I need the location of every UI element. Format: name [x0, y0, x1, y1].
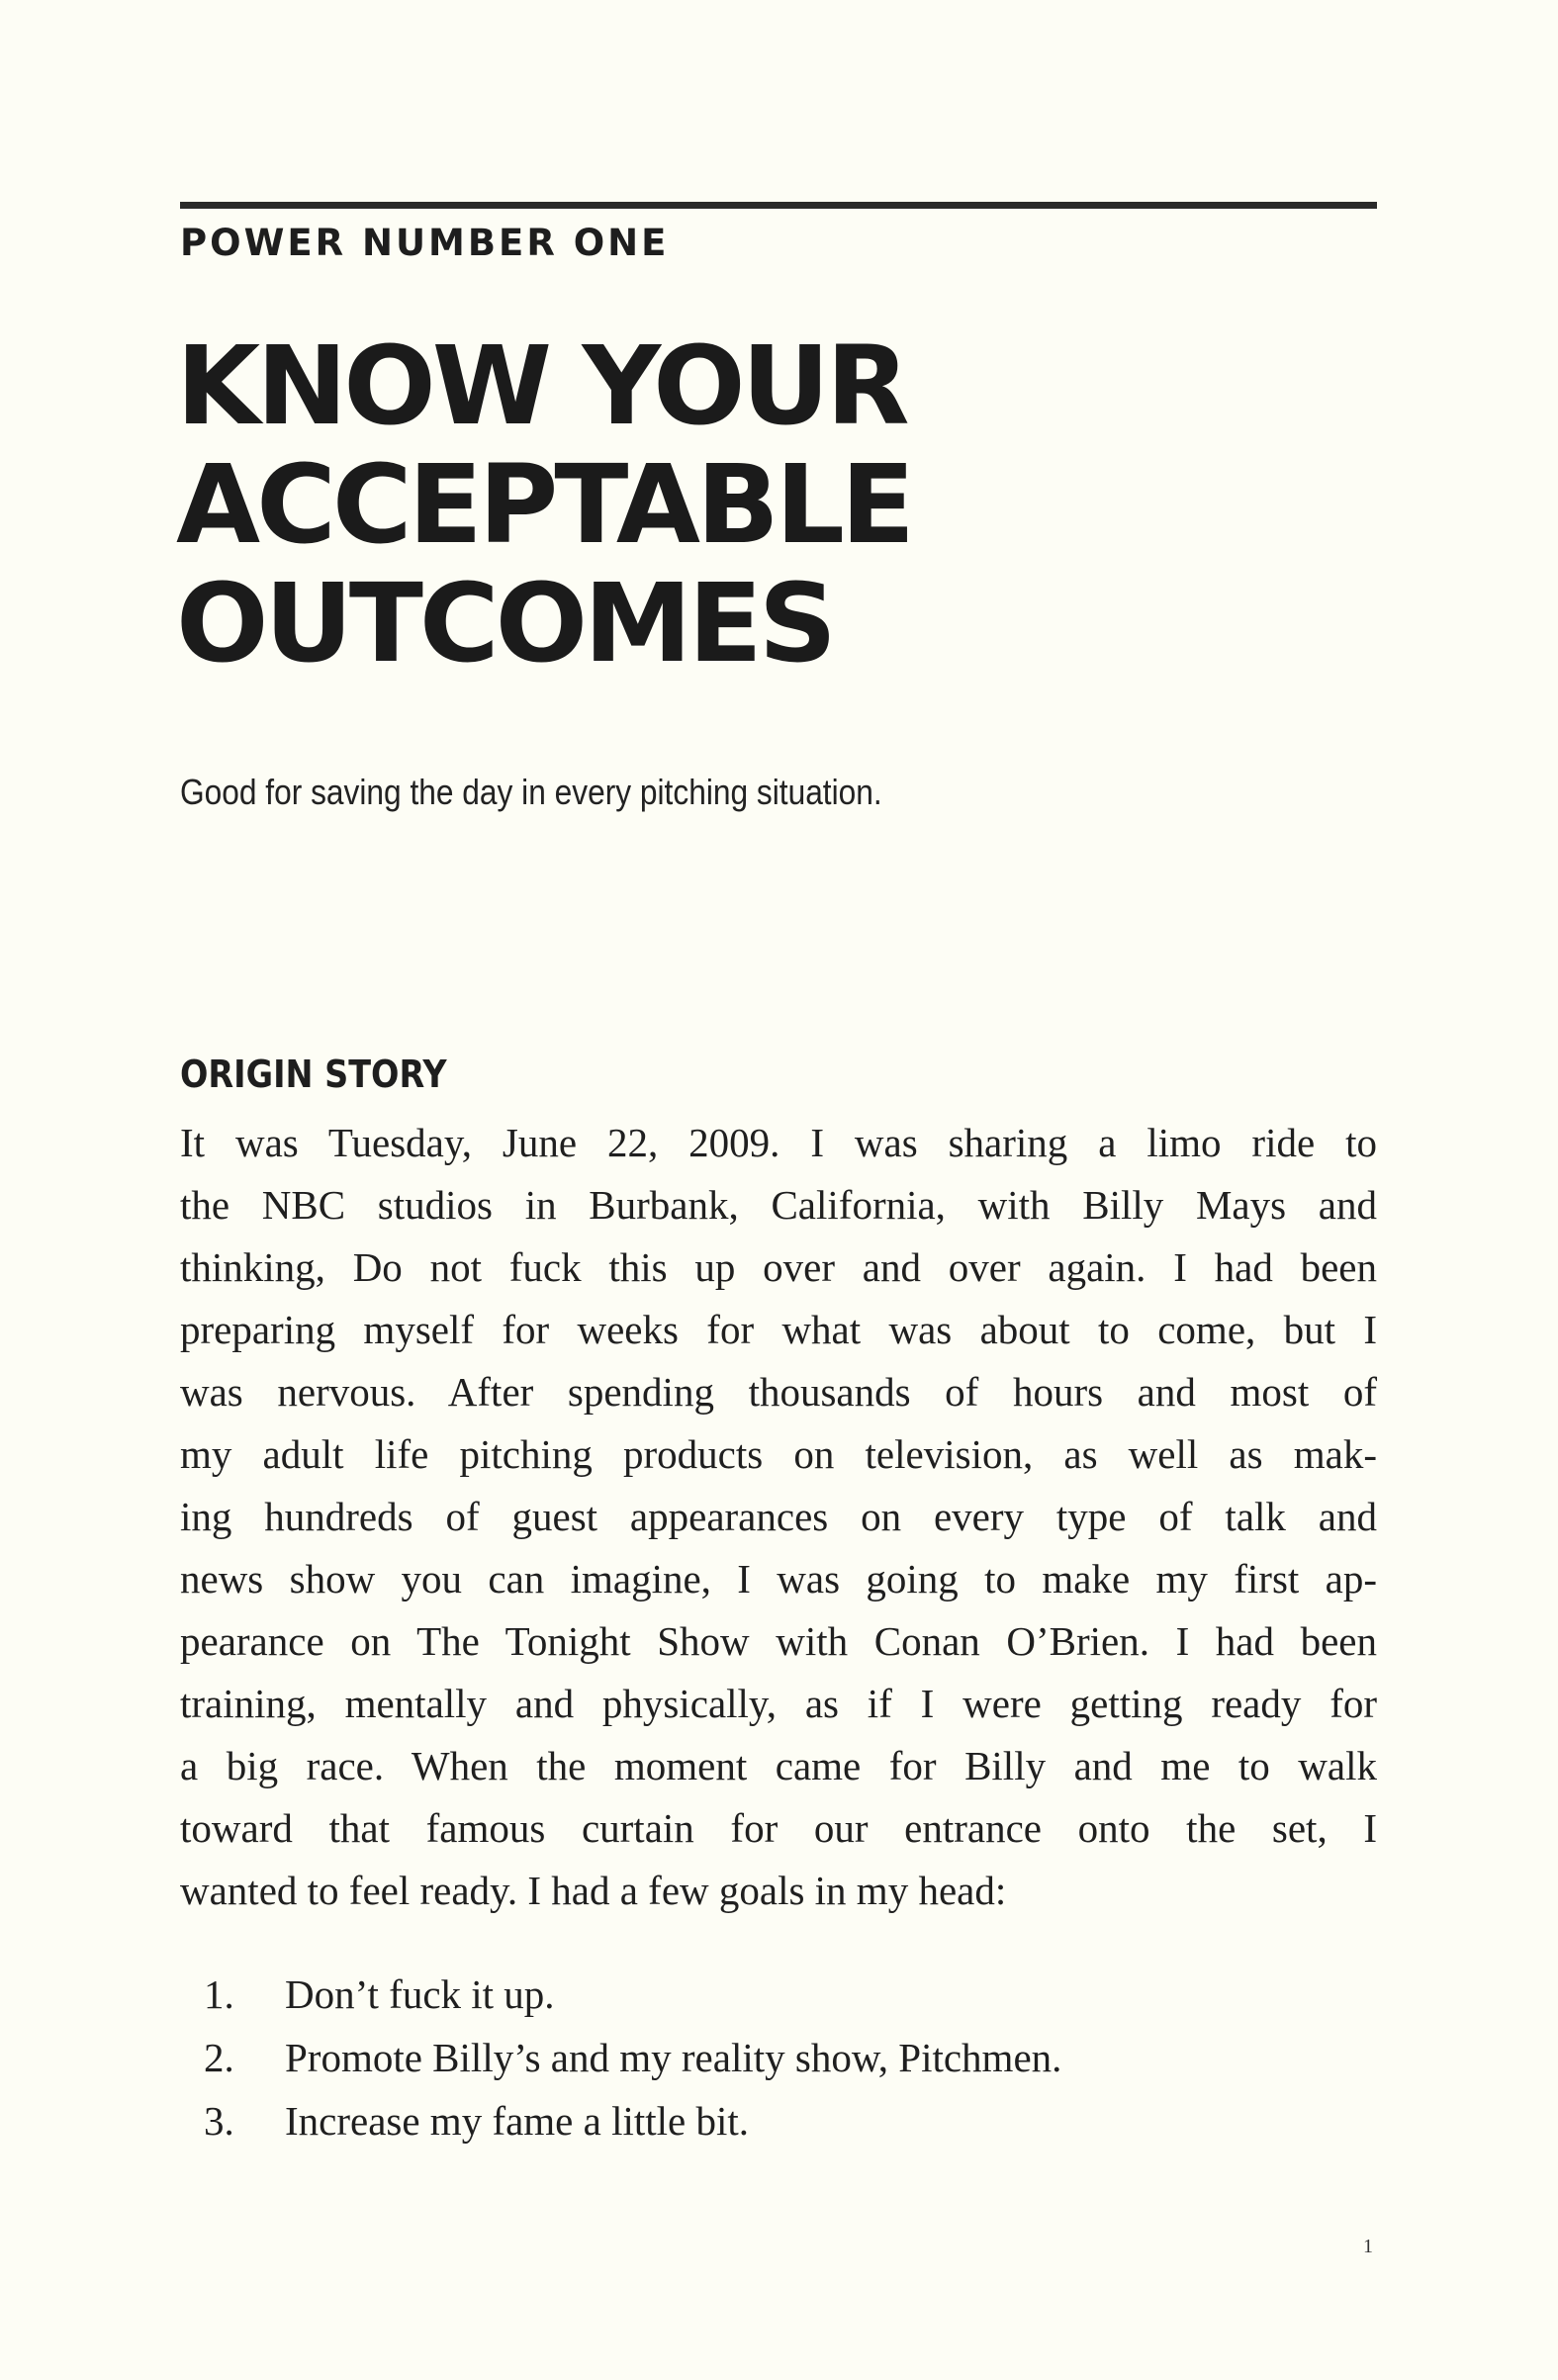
- body-line: was nervous. After spending thousands of hours and most of: [180, 1369, 1377, 1415]
- chapter-kicker: POWER NUMBER ONE: [180, 222, 670, 264]
- page-number: 1: [1363, 2236, 1373, 2257]
- body-line: pearance on The Tonight Show with Conan O’Brien. I had been: [180, 1618, 1377, 1664]
- title-line: OUTCOMES: [176, 560, 833, 687]
- title-line: ACCEPTABLE: [176, 441, 912, 568]
- body-line: It was Tuesday, June 22, 2009. I was sharing a limo ride to: [180, 1120, 1377, 1165]
- body-line: ing hundreds of guest appearances on every type of talk and: [180, 1494, 1377, 1539]
- body-line: a big race. When the moment came for Billy and me to walk: [180, 1743, 1377, 1788]
- list-number: 3.: [204, 2098, 234, 2144]
- list-text: Don’t fuck it up.: [285, 1971, 555, 2017]
- list-text: Promote Billy’s and my reality show, Pitchmen.: [285, 2035, 1062, 2080]
- top-rule: [180, 202, 1377, 209]
- body-line: news show you can imagine, I was going to make my first ap-: [180, 1556, 1377, 1602]
- list-text: Increase my fame a little bit.: [285, 2098, 750, 2144]
- list-item: [204, 1963, 1292, 2026]
- list-number: 2.: [204, 2035, 234, 2080]
- section-heading: ORIGIN STORY: [180, 1053, 447, 1096]
- body-line: preparing myself for weeks for what was about to come, but I: [180, 1307, 1377, 1352]
- body-line: the NBC studios in Burbank, California, with Billy Mays and: [180, 1182, 1377, 1228]
- chapter-subtitle: Good for saving the day in every pitching situation.: [180, 772, 882, 812]
- body-text: [180, 1112, 1377, 1922]
- body-line: training, mentally and physically, as if I were getting ready for: [180, 1681, 1377, 1726]
- list-item: [204, 2089, 1292, 2152]
- goals-list: [204, 1963, 1292, 2152]
- body-line: my adult life pitching products on television, as well as mak-: [180, 1431, 1377, 1477]
- list-item: [204, 2026, 1292, 2089]
- body-line: wanted to feel ready. I had a few goals in my head:: [180, 1868, 1007, 1913]
- title-line: KNOW YOUR: [176, 322, 906, 449]
- body-line: toward that famous curtain for our entrance onto the set, I: [180, 1805, 1377, 1851]
- list-number: 1.: [204, 1971, 234, 2017]
- body-line: thinking, Do not fuck this up over and over again. I had been: [180, 1244, 1377, 1290]
- chapter-title: [176, 322, 1363, 687]
